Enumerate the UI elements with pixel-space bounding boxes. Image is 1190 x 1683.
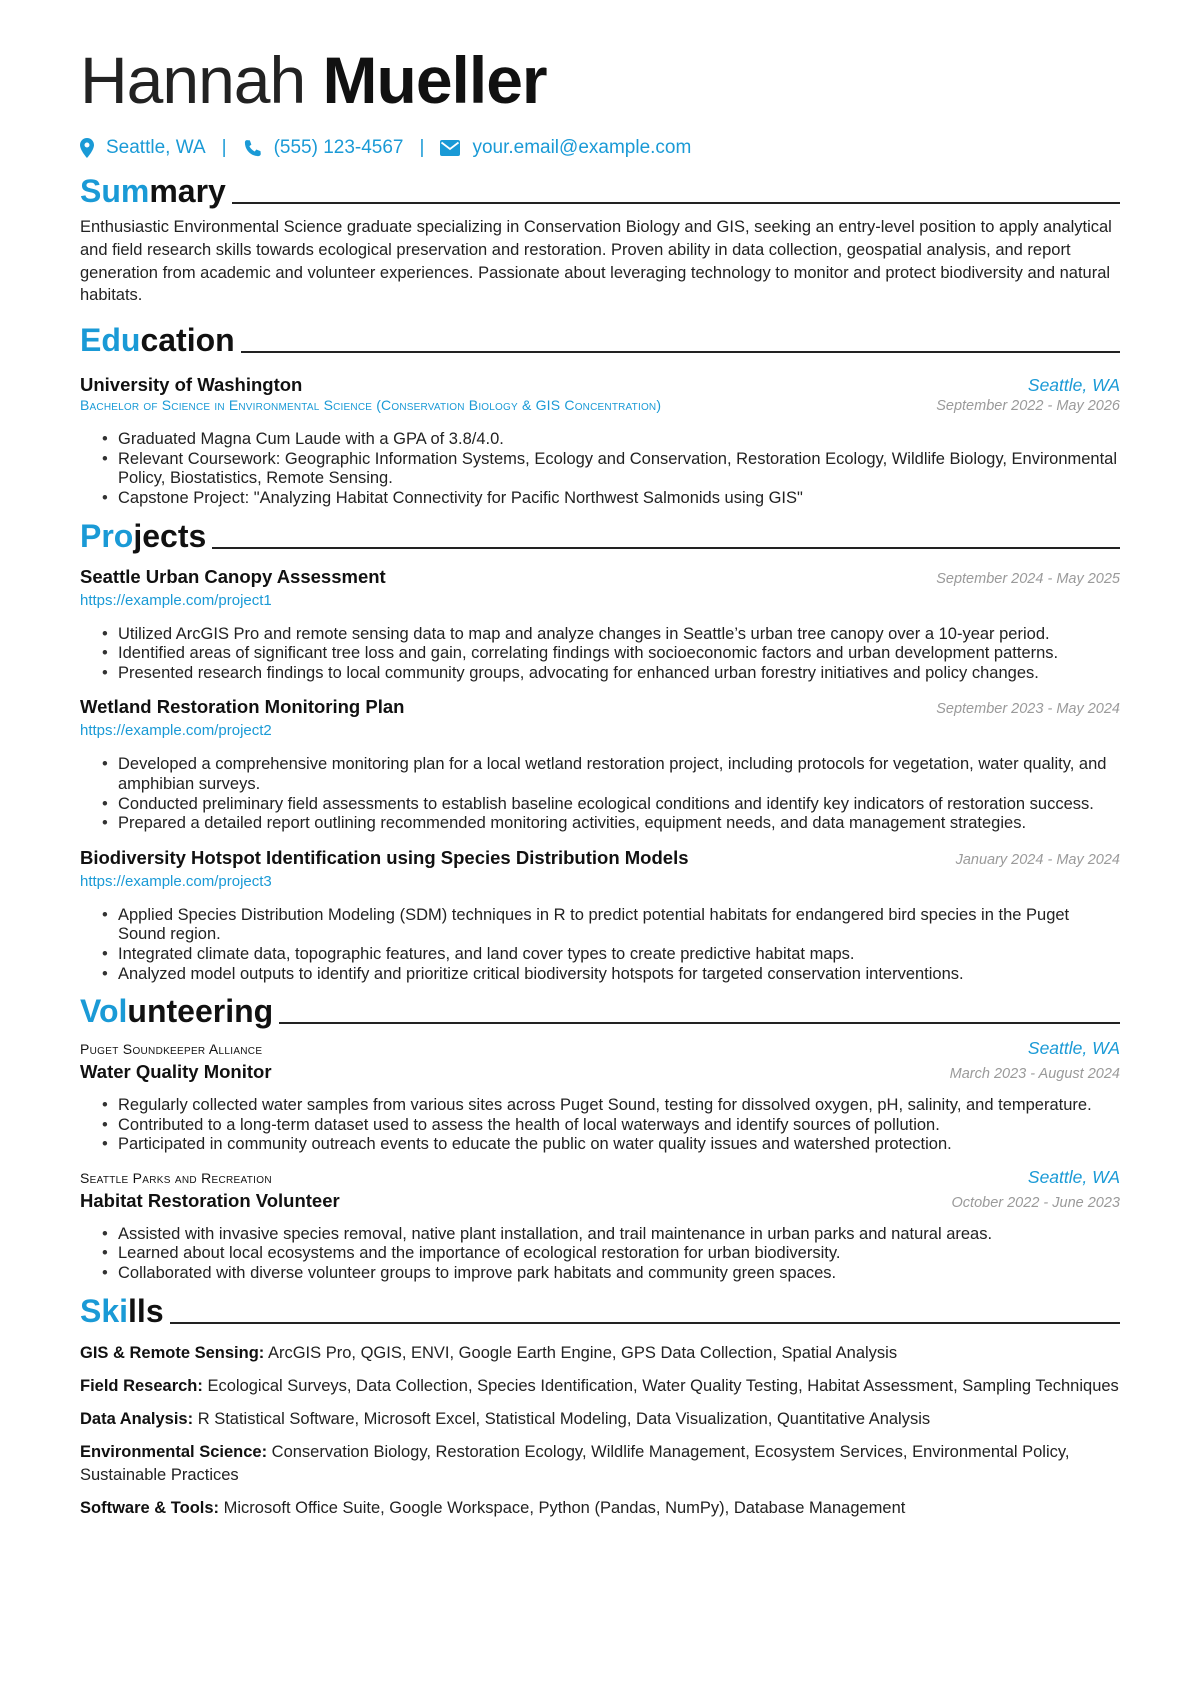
skill-label: Field Research: <box>80 1376 203 1395</box>
candidate-name <box>80 40 1120 122</box>
skill-row <box>80 1375 1120 1398</box>
first-name: Hannah <box>80 43 306 117</box>
map-pin-icon <box>80 138 94 158</box>
list-item: • Integrated climate data, topographic features, and land cover types to create predictive habitat maps. <box>102 945 1120 965</box>
section-rule <box>232 202 1120 204</box>
education-entry <box>80 373 1120 508</box>
volunteer-entry <box>80 1167 1120 1284</box>
contact-email[interactable] <box>440 137 691 159</box>
volunteer-dates: March 2023 - August 2024 <box>949 1066 1120 1083</box>
degree: Bachelor of Science in Environmental Science (Conservation Biology & GIS Concentration) <box>80 397 662 414</box>
contact-phone[interactable] <box>243 137 404 159</box>
section-rule <box>170 1322 1120 1324</box>
skill-label: GIS & Remote Sensing: <box>80 1343 265 1362</box>
section-summary-heading: Summary <box>80 170 1120 210</box>
skill-value: Conservation Biology, Restoration Ecology, Wildlife Management, Ecosystem Services, Environmental Policy, Sustainable Practices <box>80 1442 1070 1484</box>
volunteer-org: Seattle Parks and Recreation <box>80 1169 272 1186</box>
list-item: • Identified areas of significant tree loss and gain, correlating findings with socioeconomic factors and urban development patterns. <box>102 644 1120 664</box>
volunteer-role: Habitat Restoration Volunteer <box>80 1189 340 1211</box>
volunteer-location: Seattle, WA <box>1027 1038 1120 1059</box>
skill-label: Software & Tools: <box>80 1498 220 1517</box>
project-dates: September 2023 - May 2024 <box>936 701 1120 718</box>
project-bullets <box>102 906 1120 984</box>
list-item: • Learned about local ecosystems and the importance of ecological restoration for urban biodiversity. <box>102 1244 1120 1264</box>
school-location: Seattle, WA <box>1027 375 1120 396</box>
section-education-heading: Education <box>80 319 1120 359</box>
section-projects-heading: Projects <box>80 515 1120 555</box>
project-link[interactable]: https://example.com/project3 <box>80 872 272 890</box>
project-bullets <box>102 755 1120 833</box>
list-item: • Analyzed model outputs to identify and prioritize critical biodiversity hotspots for targeted conservation interventions. <box>102 965 1120 985</box>
list-item: • Utilized ArcGIS Pro and remote sensing data to map and analyze changes in Seattle’s urban tree canopy over a 10-year period. <box>102 625 1120 645</box>
volunteer-location: Seattle, WA <box>1027 1166 1120 1187</box>
volunteer-bullets <box>102 1225 1120 1284</box>
skill-row <box>80 1441 1120 1487</box>
skill-row <box>80 1497 1120 1520</box>
project-entry <box>80 846 1120 984</box>
skill-value: Microsoft Office Suite, Google Workspace, Python (Pandas, NumPy), Database Management <box>223 1498 906 1517</box>
skill-value: Ecological Surveys, Data Collection, Species Identification, Water Quality Testing, Habitat Assessment, Sampling Techniques <box>207 1376 1119 1395</box>
phone-text[interactable]: (555) 123-4567 <box>273 137 404 158</box>
volunteer-role: Water Quality Monitor <box>80 1061 272 1083</box>
school-name: University of Washington <box>80 374 303 396</box>
skill-row <box>80 1342 1120 1365</box>
list-item: • Presented research findings to local community groups, advocating for enhanced urban forestry initiatives and policy changes. <box>102 664 1120 684</box>
project-entry <box>80 695 1120 833</box>
list-item: • Contributed to a long-term dataset used to assess the health of local waterways and identify sources of pollution. <box>102 1116 1120 1136</box>
volunteer-entry <box>80 1038 1120 1155</box>
list-item: • Applied Species Distribution Modeling (SDM) techniques in R to predict potential habitats for endangered bird species in the Puget Sound region. <box>102 906 1120 945</box>
section-volunteering-heading: Volunteering <box>80 990 1120 1030</box>
project-link[interactable]: https://example.com/project1 <box>80 591 272 609</box>
contact-location <box>80 137 206 159</box>
education-bullets <box>102 430 1120 508</box>
list-item: • Regularly collected water samples from various sites across Puget Sound, testing for dissolved oxygen, pH, salinity, and temperature. <box>102 1096 1120 1116</box>
list-item: • Participated in community outreach events to educate the public on water quality issues and watershed protection. <box>102 1135 1120 1155</box>
contact-separator: | <box>419 137 425 158</box>
project-bullets <box>102 625 1120 684</box>
summary-text: Enthusiastic Environmental Science graduate specializing in Conservation Biology and GIS, seeking an entry-level position to apply analytical and field research skills towards ecological preservation and restoration. Proven ability in data collection, geospatial analysis, and report generation from academic and volunteer experiences. Passionate about leveraging technology to monitor and protect biodiversity and natural habitats. <box>80 218 1112 305</box>
project-dates: January 2024 - May 2024 <box>955 851 1120 868</box>
section-rule <box>241 351 1120 353</box>
list-item: • Prepared a detailed report outlining recommended monitoring activities, equipment needs, and data management strategies. <box>102 814 1120 834</box>
education-dates: September 2022 - May 2026 <box>936 398 1120 415</box>
envelope-icon <box>440 140 460 156</box>
list-item: • Collaborated with diverse volunteer groups to improve park habitats and community green spaces. <box>102 1264 1120 1284</box>
list-item: • Conducted preliminary field assessments to establish baseline ecological conditions and identify key indicators of restoration success. <box>102 795 1120 815</box>
section-skills-heading: Skills <box>80 1290 1120 1330</box>
volunteer-dates: October 2022 - June 2023 <box>951 1194 1120 1211</box>
list-item: • Developed a comprehensive monitoring plan for a local wetland restoration project, including protocols for vegetation, water quality, and amphibian surveys. <box>102 755 1120 794</box>
last-name: Mueller <box>322 43 547 117</box>
resume-page <box>80 40 1120 1520</box>
email-link[interactable]: your.email@example.com <box>472 137 692 158</box>
location-text: Seattle, WA <box>106 137 206 158</box>
skill-row <box>80 1408 1120 1431</box>
list-item: • Graduated Magna Cum Laude with a GPA of 3.8/4.0. <box>102 430 1120 450</box>
project-title: Seattle Urban Canopy Assessment <box>80 565 386 587</box>
contact-separator: | <box>221 137 227 158</box>
project-title: Wetland Restoration Monitoring Plan <box>80 696 405 718</box>
skill-label: Data Analysis: <box>80 1409 194 1428</box>
phone-icon <box>243 139 262 158</box>
skill-value: R Statistical Software, Microsoft Excel, Statistical Modeling, Data Visualization, Quantitative Analysis <box>197 1409 931 1428</box>
project-link[interactable]: https://example.com/project2 <box>80 722 272 740</box>
volunteer-bullets <box>102 1096 1120 1155</box>
skill-label: Environmental Science: <box>80 1442 268 1461</box>
skill-value: ArcGIS Pro, QGIS, ENVI, Google Earth Engine, GPS Data Collection, Spatial Analysis <box>267 1343 898 1362</box>
project-entry <box>80 565 1120 684</box>
volunteer-org: Puget Soundkeeper Alliance <box>80 1041 263 1058</box>
section-rule <box>212 547 1120 549</box>
list-item: • Relevant Coursework: Geographic Information Systems, Ecology and Conservation, Restoration Ecology, Wildlife Biology, Environmental Policy, Biostatistics, Remote Sensing. <box>102 450 1120 489</box>
list-item: • Assisted with invasive species removal, native plant installation, and trail maintenance in urban parks and natural areas. <box>102 1225 1120 1245</box>
contact-bar <box>80 134 1120 162</box>
project-dates: September 2024 - May 2025 <box>936 570 1120 587</box>
section-rule <box>279 1022 1120 1024</box>
list-item: • Capstone Project: "Analyzing Habitat Connectivity for Pacific Northwest Salmonids using GIS" <box>102 489 1120 509</box>
project-title: Biodiversity Hotspot Identification using Species Distribution Models <box>80 846 689 868</box>
